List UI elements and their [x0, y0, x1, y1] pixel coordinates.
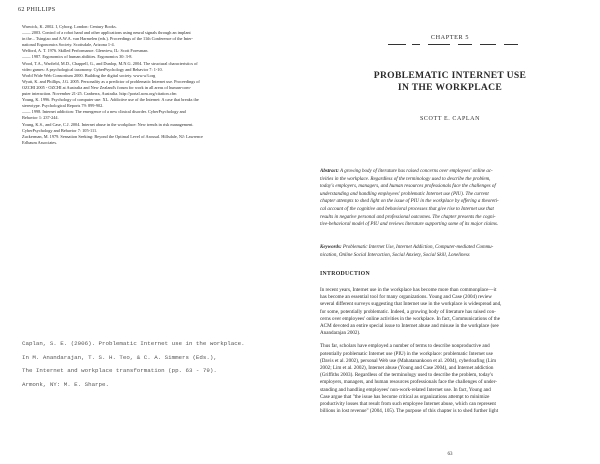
paragraph-line: employers, managers, and human resources professionals face the challenges of under- — [320, 379, 497, 386]
abstract-line: understanding and handling employees' problematic Internet use (PIU). The current — [320, 191, 489, 197]
reference-entry: Warwick, K. 2002. I, Cyborg. London: Century Books. — [22, 24, 117, 29]
ornamental-rule — [388, 44, 518, 46]
running-head: 62 PHILLIPS — [18, 6, 56, 13]
abstract-label: Abstract: — [320, 169, 339, 174]
abstract-line: chapter attempts to shed light on the issue of PIU in the workplace by offering a theoreti- — [320, 199, 499, 205]
reference-entry: OZCHI 2005 - OZCHI at Australia and New Zealand's forum for work in all areas of human-com- — [22, 84, 192, 90]
paragraph-line: cerns over employees' online activities in the workplace. In fact, Communications of the — [320, 315, 500, 322]
reference-entry: national Ergonomics Society. Scottsdale, Arizona 1-4. — [22, 42, 115, 48]
reference-entry: —— 2003. Control of a robot hand and other applications using neural signals through an implant — [22, 30, 191, 36]
paragraph-line: (Davis et al. 2002), personal Web use (Mahatanankoon et al. 2004), cyberloafing (Lim — [320, 357, 497, 364]
paragraph-line: Anandarajan 2002). — [320, 330, 361, 337]
paragraph-line: for some, potentially problematic. Indeed, a growing body of literature has raised con- — [320, 308, 496, 315]
reference-entry: —— 1987. Ergonomics of human abilities. Ergonomics 30: 3-8. — [22, 54, 133, 60]
keywords-line: nication, Online Social Interaction, Social Anxiety, Social Skill, Loneliness — [320, 252, 470, 258]
paragraph-line: Thus far, scholars have employed a number of terms to describe nonproductive and — [320, 343, 490, 350]
keywords-line — [320, 244, 582, 252]
stamp-line: The Internet and workplace transformation (pp. 63 - 79). — [22, 367, 217, 374]
stamp-line: Armonk, NY: M. E. Sharpe. — [22, 380, 109, 388]
reference-entry: Zuckerman, M. 1979. Sensation Seeking: Beyond the Optimal Level of Arousal. Hillsdale, NJ: Lawrence — [22, 133, 203, 139]
reference-entry: Young, K.S., and Case, C.J. 2004. Internet abuse in the workplace: New trends in risk management. — [22, 121, 194, 127]
reference-entry: Wyatt, K. and Phillips, J.G. 2005. Personality as a predictor of problematic Internet use. Proceedings of — [22, 78, 200, 84]
reference-entry: Welford, A. T. 1976. Skilled Performance. Glenview, IL: Scott Foresman. — [22, 48, 149, 54]
chapter-title — [318, 70, 582, 94]
paragraph-line: (Griffiths 2003). Regardless of the terminology used to describe the problem, today's — [320, 372, 493, 379]
keywords — [320, 244, 582, 259]
stamp-line: In M. Anandarajan, T. S. H. Teo, & C. A. Simmers (Eds.), — [22, 353, 217, 361]
author-name: SCOTT E. CAPLAN — [419, 116, 481, 122]
paragraph-line: standing and handling employees' non-work-related Internet use. In fact, Young and — [320, 386, 491, 393]
paragraph-line: Case argue that "the issue has become critical as organizations attempt to minimize — [320, 393, 490, 400]
paragraph-line: has become an essential tool for many organizations. Young and Case (2004) review — [320, 294, 492, 301]
keywords-label: Keywords: — [320, 245, 342, 250]
paragraph-line: productivity losses that result from such employee Internet abuse, which can represent — [320, 401, 496, 408]
reference-entry: Erlbaum Associates. — [22, 139, 58, 145]
reference-entry: video games: A psychological taxonomy. CyberPsychology and Behavior 7: 1-10. — [22, 66, 163, 72]
right-page — [300, 0, 600, 464]
chapter-label: CHAPTER 5 — [430, 34, 470, 41]
abstract — [320, 168, 582, 229]
abstract-text: A growing body of literature has raised concerns over employees' online ac- — [338, 169, 493, 174]
paragraph-line: billions in lost revenue" (2004, 105). The purpose of this chapter is to shed further light — [320, 408, 499, 415]
reference-entry: stereotype. Psychological Reports 79: 899-902. — [22, 103, 104, 109]
page-number: 63 — [447, 452, 453, 457]
abstract-line — [320, 168, 582, 176]
reference-entry: —— 1998. Internet addiction: The emergence of a new clinical disorder. CyberPsychology and — [22, 109, 186, 115]
paragraph-line: 2002; Lim et al. 2002), Internet abuse (Young and Case 2004), and Internet addiction — [320, 365, 494, 372]
paragraph-line: In recent years, Internet use in the workplace has become more than commonplace—it — [320, 287, 497, 293]
reference-entry: Wood, T.A., Warfield, M.D., Chappell, G., and Dunlop, M.N.G. 2004. The structural characteristics of — [22, 60, 198, 66]
reference-entry: Behavior 1: 237-244. — [22, 115, 59, 121]
reference-entry: CyberPsychology and Behavior 7: 105-111. — [22, 127, 98, 133]
chapter-title-line: PROBLEMATIC INTERNET USE — [373, 70, 527, 81]
chapter-title-line: IN THE WORKPLACE — [397, 82, 503, 93]
abstract-line: cal account of the cognitive and behavioral processes that give rise to Internet use that — [320, 206, 494, 212]
reference-entry: Young, K. 1996. Psychology of computer use: XL. Addictive use of the Internet: A case that breaks the — [22, 97, 199, 103]
stamp-line: Caplan, S. E. (2006). Problematic Internet use in the workplace. — [22, 340, 245, 347]
body-text — [320, 287, 582, 415]
abstract-line: today's employers, managers, and human resources professionals face the challenges of — [320, 184, 496, 190]
section-heading: INTRODUCTION — [320, 271, 370, 277]
citation-stamp — [22, 337, 292, 391]
abstract-line: results in negative personal and professional outcomes. The chapter presents the cogni- — [320, 214, 496, 220]
reference-list — [22, 24, 284, 146]
reference-entry: World Wide Web Consortium 2000. Building the digital society. www.w3.org — [22, 72, 156, 78]
paragraph-line: several different surveys suggesting that Internet use in the workplace is widespread and, — [320, 301, 502, 308]
paragraph-line: ACM devoted an entire special issue to Internet abuse and misuse in the workplace (see — [320, 323, 499, 330]
keywords-text: Problematic Internet Use, Internet Addiction, Computer-mediated Commu- — [341, 245, 494, 250]
paragraph-line: potentially problematic Internet use (PIU) in the workplace: problematic Internet use — [320, 350, 493, 357]
abstract-line: tivities in the workplace. Regardless of the terminology used to describe the problem, — [320, 176, 491, 182]
abstract-line: tive-behavioral model of PIU and reviews literature supporting some of its major claims. — [320, 222, 499, 228]
reference-entry: puter interaction. November 21-25. Canberra, Australia. http://portal.acm.org/citation.cfm — [22, 91, 177, 97]
reference-entry: in the... Tsingtao and A.W.A. van Harmelen (eds.). Proceedings of the 11th Conference of the Inter- — [22, 36, 193, 42]
